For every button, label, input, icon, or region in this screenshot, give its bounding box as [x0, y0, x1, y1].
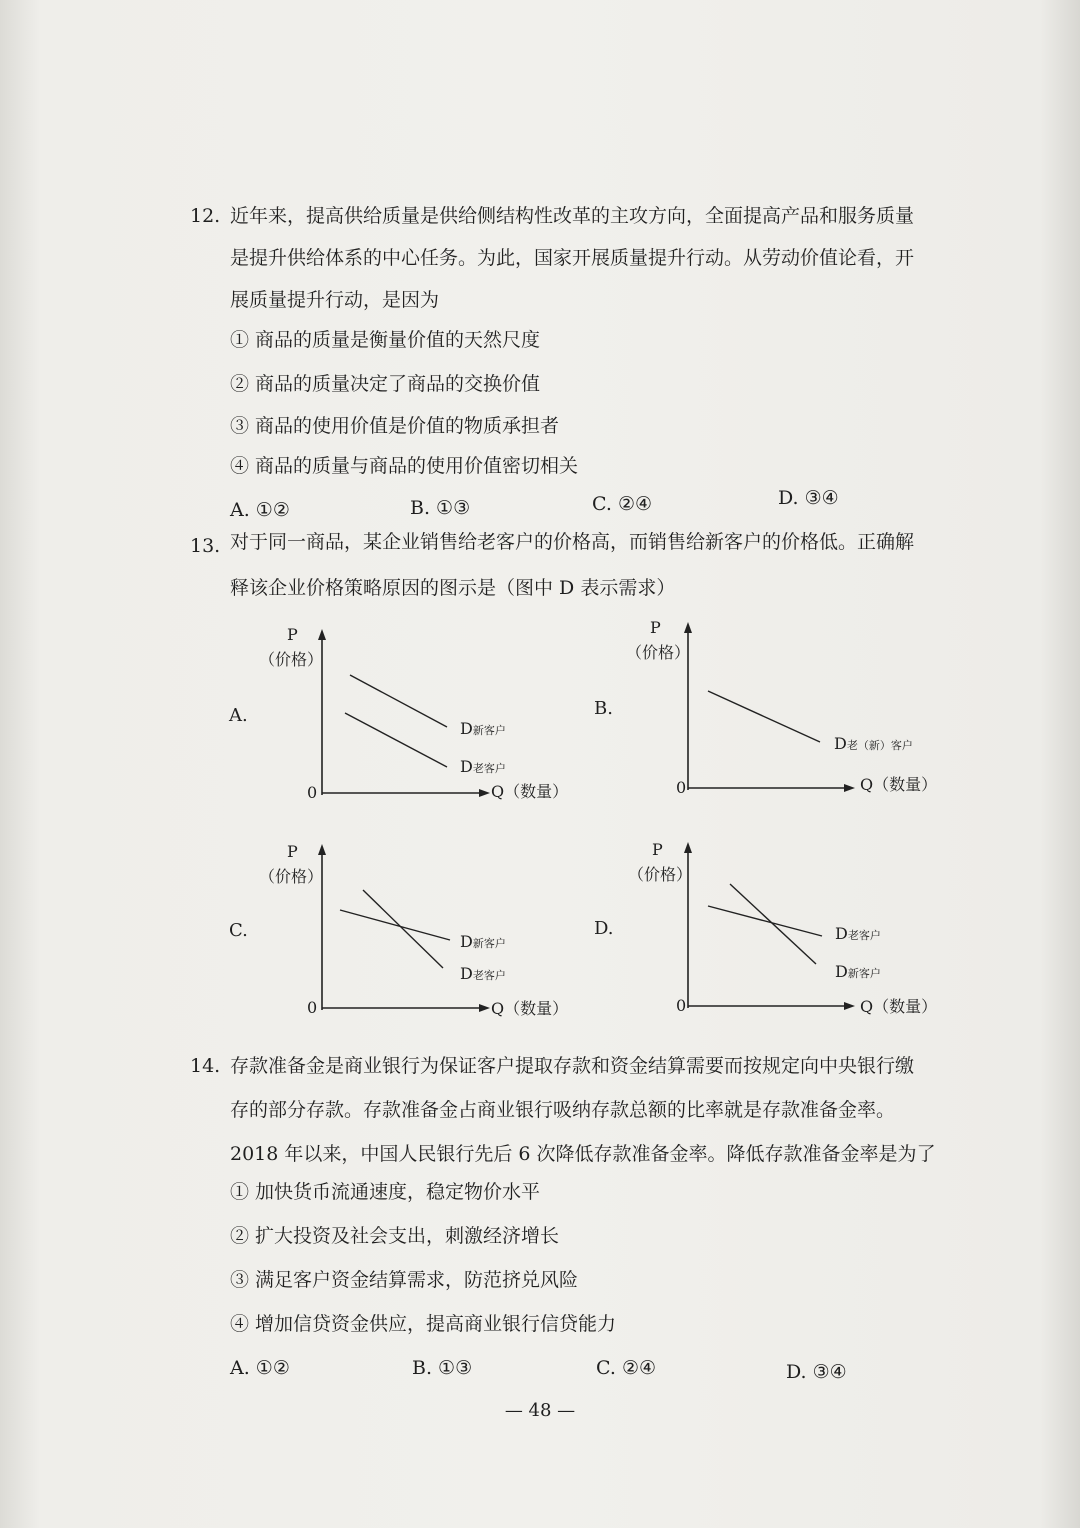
demand-line-new-customer [730, 884, 816, 964]
option-letter: A. [229, 705, 248, 726]
origin-label: 0 [676, 778, 687, 797]
quantity-axis-label: Q（数量） [860, 775, 938, 794]
price-axis-label: P [652, 840, 663, 859]
curve-label-new: D新客户 [835, 962, 881, 981]
answer-choice-b: B. ①③ [412, 1357, 473, 1379]
statement-item: ④ 增加信贷资金供应，提高商业银行信贷能力 [230, 1313, 617, 1335]
demand-line-old-customer [708, 906, 822, 936]
curve-label-old: D老客户 [835, 924, 881, 943]
question-text-line: 展质量提升行动，是因为 [230, 289, 440, 311]
answer-choice-a: A. ①② [230, 1357, 290, 1379]
demand-line-old-customer [345, 713, 447, 767]
statement-item: ② 扩大投资及社会支出，刺激经济增长 [230, 1225, 560, 1247]
question-14 [190, 1052, 990, 1392]
price-axis-sublabel: （价格） [628, 865, 693, 884]
question-text-line: 存的部分存款。存款准备金占商业银行吸纳存款总额的比率就是存款准备金率。 [230, 1099, 896, 1121]
question-text-line: 存款准备金是商业银行为保证客户提取存款和资金结算需要而按规定向中央银行缴 [230, 1055, 915, 1077]
statement-item: ① 商品的质量是衡量价值的天然尺度 [230, 329, 541, 351]
statement-item: ① 加快货币流通速度，稳定物价水平 [230, 1181, 541, 1203]
price-axis-sublabel: （价格） [259, 650, 324, 669]
demand-line-new-customer [340, 910, 450, 940]
demand-line-old-customer [363, 890, 443, 968]
statement-item: ③ 商品的使用价值是价值的物质承担者 [230, 415, 560, 437]
option-letter: D. [594, 918, 614, 939]
option-letter: C. [229, 920, 248, 941]
graph-d [590, 838, 950, 1038]
question-13 [190, 520, 990, 610]
question-number: 14. [190, 1055, 221, 1077]
question-number: 13. [190, 535, 221, 557]
graph-c [225, 840, 585, 1040]
curve-label-old: D老客户 [460, 757, 506, 776]
question-text-line: 对于同一商品，某企业销售给老客户的价格高，而销售给新客户的价格低。正确解 [230, 531, 915, 553]
answer-choice-d: D. ③④ [778, 487, 839, 509]
graph-b [590, 618, 950, 818]
question-text-line: 释该企业价格策略原因的图示是（图中 D 表示需求） [230, 577, 676, 599]
answer-choice-c: C. ②④ [596, 1357, 657, 1379]
curve-label-all: D老（新）客户 [834, 734, 913, 753]
quantity-axis-label: Q（数量） [860, 997, 938, 1016]
question-text-line: 近年来，提高供给质量是供给侧结构性改革的主攻方向，全面提高产品和服务质量 [230, 205, 915, 227]
statement-item: ② 商品的质量决定了商品的交换价值 [230, 373, 541, 395]
price-axis-sublabel: （价格） [259, 867, 324, 886]
question-text-line: 2018 年以来，中国人民银行先后 6 次降低存款准备金率。降低存款准备金率是为了 [230, 1143, 936, 1165]
option-letter: B. [594, 698, 613, 719]
question-12 [190, 200, 990, 530]
statement-item: ③ 满足客户资金结算需求，防范挤兑风险 [230, 1269, 579, 1291]
curve-label-new: D新客户 [460, 719, 506, 738]
origin-label: 0 [307, 783, 318, 802]
answer-choice-b: B. ①③ [410, 497, 471, 519]
origin-label: 0 [307, 998, 318, 1017]
price-axis-label: P [287, 625, 298, 644]
question-number: 12. [190, 205, 221, 227]
price-axis-label: P [650, 618, 661, 637]
demand-line-all-customers [708, 691, 820, 742]
curve-label-old: D老客户 [460, 964, 506, 983]
question-text-line: 是提升供给体系的中心任务。为此，国家开展质量提升行动。从劳动价值论看，开 [230, 247, 915, 269]
curve-label-new: D新客户 [460, 932, 506, 951]
origin-label: 0 [676, 996, 687, 1015]
quantity-axis-label: Q（数量） [491, 999, 569, 1018]
statement-item: ④ 商品的质量与商品的使用价值密切相关 [230, 455, 579, 477]
answer-choice-a: A. ①② [230, 499, 290, 521]
answer-choice-c: C. ②④ [592, 493, 653, 515]
graph-a [225, 625, 585, 825]
price-axis-label: P [287, 842, 298, 861]
page-number: — 48 — [504, 1400, 576, 1421]
demand-line-new-customer [350, 675, 447, 727]
price-axis-sublabel: （价格） [626, 643, 691, 662]
quantity-axis-label: Q（数量） [491, 782, 569, 801]
answer-choice-d: D. ③④ [786, 1361, 847, 1383]
